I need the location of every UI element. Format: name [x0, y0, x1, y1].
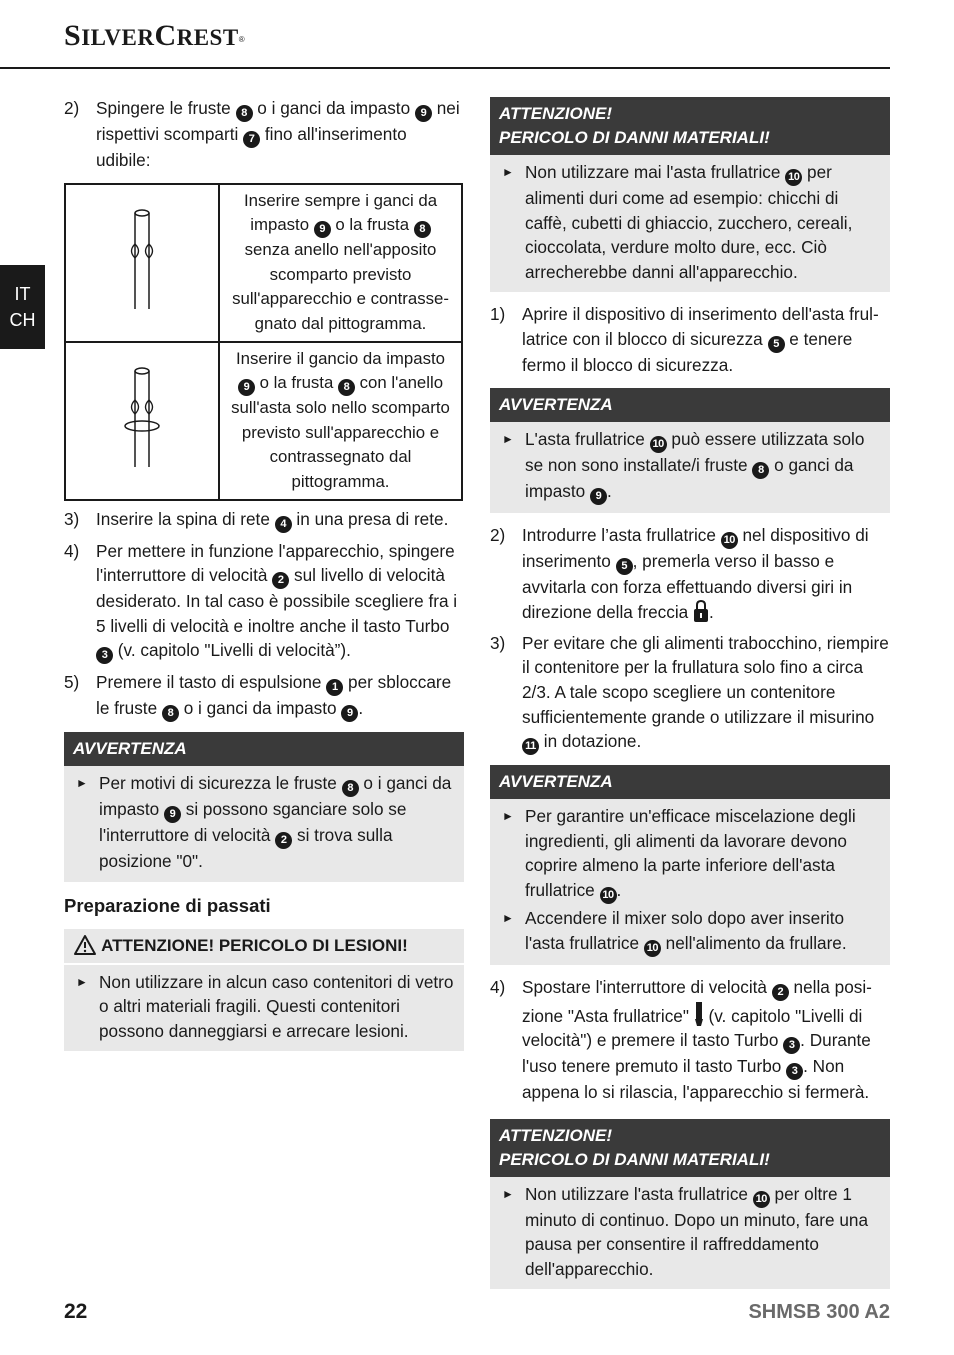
danger-bullet: ► Non utilizzare in alcun caso contenitori di vetro o altri materiali fragili. Questi contenitori possono danneggiarsi e arrecare lesioni.: [73, 970, 455, 1044]
table-row: [65, 184, 462, 342]
attention-title: ATTENZIONE! PERICOLO DI DANNI MATERIALI!: [490, 97, 890, 155]
warning-triangle-icon: [73, 934, 97, 956]
section-title: Preparazione di passati: [64, 894, 271, 916]
step-1-right: 1) Aprire il dispositivo di inserimento dell'asta frul-latrice con il blocco di sicurezza 5 e tenere fermo il blocco di sicurezza.: [490, 304, 879, 375]
bullet-arrow-icon: ►: [76, 974, 88, 989]
language-it: IT: [14, 284, 31, 304]
blender-stick-icon: [694, 1001, 704, 1027]
warning-box-3: [490, 765, 890, 964]
page-number: 22: [64, 1300, 88, 1323]
model-number: SHMSB 300 A2: [748, 1301, 890, 1323]
warning-bullet: ► Per garantire un'efficace miscelazione degli ingredienti, gli alimenti da lavorare devono coprire almeno la parte inferiore dell'asta frullatrice 10 .: [499, 804, 881, 904]
warning-bullet: ► Per motivi di sicurezza le fruste 8 o i ganci da impasto 9 si possono sganciare solo se l'interruttore di velocità 2 si trova sulla posizione "0".: [73, 771, 455, 874]
attention-box-1: [490, 97, 890, 292]
attention-title: ATTENZIONE! PERICOLO DI DANNI MATERIALI!: [490, 1119, 890, 1177]
header-rule: [0, 67, 890, 69]
warning-title: AVVERTENZA: [490, 765, 890, 799]
number-8-icon: 8: [236, 105, 253, 122]
warning-bullet: ► L'asta frullatrice 10 può essere utilizzata solo se non sono installate/i fruste 8 o ganci da impasto 9 .: [499, 427, 881, 505]
number-4-icon: 4: [275, 516, 292, 533]
whisk-without-ring-icon: [65, 184, 219, 342]
language-tab: [0, 265, 45, 349]
silvercrest-logo: SILVERCREST®: [64, 19, 246, 52]
table-cell-without-ring: Inserire sempre i ganci da impasto 9 o la frusta 8 senza anello nell'apposito scomparto previsto sull'apparecchio e contrasse-gnato dal pittogramma.: [219, 184, 462, 342]
danger-title: ATTENZIONE! PERICOLO DI LESIONI!: [64, 929, 464, 965]
step-4-left: 4) Per mettere in funzione l'apparecchio, spingere l'interruttore di velocità 2 sul livello di velocità desiderato. In tal caso è possibile scegliere fra i 5 livelli di velocità e inoltre anche il tasto Turbo 3 (v. capitolo "Livelli di velocità”).: [64, 539, 464, 665]
bullet-arrow-icon: ►: [502, 165, 514, 179]
table-cell-with-ring: Inserire il gancio da impasto 9 o la frusta 8 con l'anello sull'asta solo nello scomparto previsto sull'apparecchio e contrassegnato dal pittogramma.: [219, 342, 462, 500]
number-11-icon: 11: [522, 738, 539, 755]
number-7-icon: 7: [243, 131, 260, 148]
step-2-left: 2) Spingere le fruste 8 o i ganci da impasto 9 nei rispettivi scomparti 7 fino all'inserimento udibile:: [64, 98, 460, 170]
warning-title: AVVERTENZA: [64, 732, 464, 766]
warning-box-2: [490, 388, 890, 513]
pictogram-table: [64, 183, 463, 501]
step-2-right: 2) Introdurre l’asta frullatrice 10 nel dispositivo di inserimento 5 , premerla verso il basso e avvitarla con forza effettuando diversi giri in direzione della freccia .: [490, 524, 869, 623]
left-column: [64, 96, 464, 1061]
whisk-with-ring-icon: [65, 342, 219, 500]
bullet-arrow-icon: ►: [502, 1186, 514, 1201]
step-3-left: 3) Inserire la spina di rete 4 in una presa di rete.: [64, 507, 464, 533]
number-9-icon: 9: [415, 105, 432, 122]
warning-box-1: [64, 732, 464, 882]
attention-bullet: ► Non utilizzare mai l'asta frullatrice 10 per alimenti duri come ad esempio: chicchi di caffè, cubetti di ghiaccio, zucchero, cereali, cioccolata, verdure molto dure, ecc. Ciò arrecherebbe danni all'apparecchio.: [499, 160, 881, 284]
attention-bullet: ► Non utilizzare l'asta frullatrice 10 per oltre 1 minuto di continuo. Dopo un minuto, fare una pausa per consentire il raffreddamento dell'apparecchio.: [499, 1182, 881, 1282]
bullet-arrow-icon: ►: [502, 809, 514, 824]
danger-box: [64, 929, 464, 1052]
warning-title: AVVERTENZA: [490, 388, 890, 422]
bullet-arrow-icon: ►: [76, 776, 88, 791]
attention-box-2: [490, 1119, 890, 1290]
lock-icon: [693, 599, 709, 623]
warning-bullet: ► Accendere il mixer solo dopo aver inserito l'asta frullatrice 10 nell'alimento da frullare.: [499, 906, 881, 957]
bullet-arrow-icon: ►: [502, 910, 514, 925]
number-5-icon: 5: [768, 336, 785, 353]
step-5-left: 5) Premere il tasto di espulsione 1 per sbloccare le fruste 8 o i ganci da impasto 9 .: [64, 670, 464, 722]
number-10-icon: 10: [785, 169, 802, 186]
right-column: [490, 97, 890, 1299]
step-3-right: 3) Per evitare che gli alimenti trabocchino, riempire il contenitore per la frullatura solo fino a circa 2/3. A tale scopo scegliere un contenitore sufficientemente grande o utilizzare il misurino 11 in dotazione.: [490, 631, 890, 755]
language-ch: CH: [9, 310, 36, 330]
bullet-arrow-icon: ►: [502, 431, 514, 446]
table-row: [65, 342, 462, 500]
step-4-right: 4) Spostare l'interruttore di velocità 2 nella posi-zione "Asta frullatrice" (v. capitolo "Livelli di velocità") e premere il tasto Turbo 3 . Durante l'uso tenere premuto il tasto Turbo 3 . Non appena lo si rilascia, l'apparecchio si fermerà.: [490, 976, 872, 1103]
